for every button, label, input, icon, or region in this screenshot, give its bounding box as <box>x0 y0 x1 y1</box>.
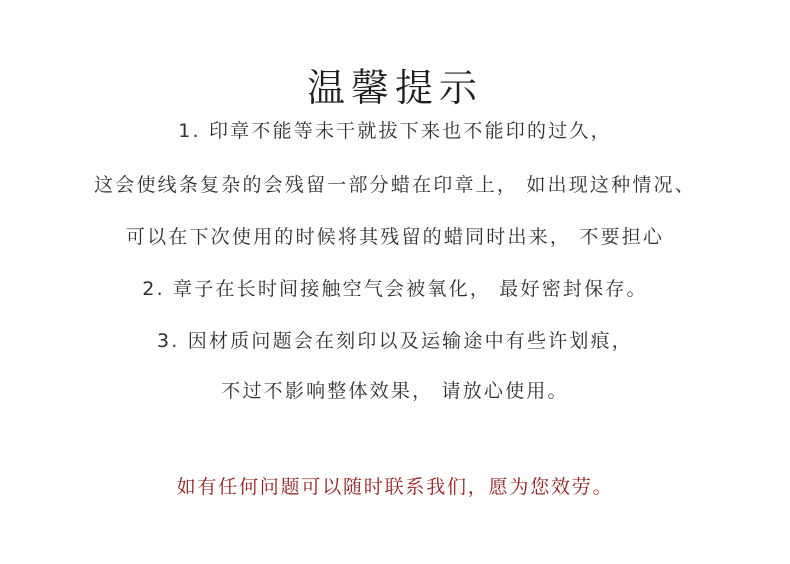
contact-footer: 如有任何问题可以随时联系我们，愿为您效劳。 <box>176 476 614 498</box>
notice-line-2: 这会使线条复杂的会残留一部分蜡在印章上， 如出现这种情况、 <box>94 174 696 196</box>
notice-line-1: 1. 印章不能等未干就拔下来也不能印的过久， <box>178 120 612 142</box>
notice-title: 温馨提示 <box>306 66 483 110</box>
notice-line-4: 2. 章子在长时间接触空气会被氧化， 最好密封保存。 <box>142 278 648 300</box>
notice-line-6: 不过不影响整体效果， 请放心使用。 <box>221 380 569 402</box>
notice-line-3: 可以在下次使用的时候将其残留的蜡同时出来， 不要担心 <box>125 226 665 248</box>
notice-line-5: 3. 因材质问题会在刻印以及运输途中有些许划痕， <box>157 330 633 352</box>
